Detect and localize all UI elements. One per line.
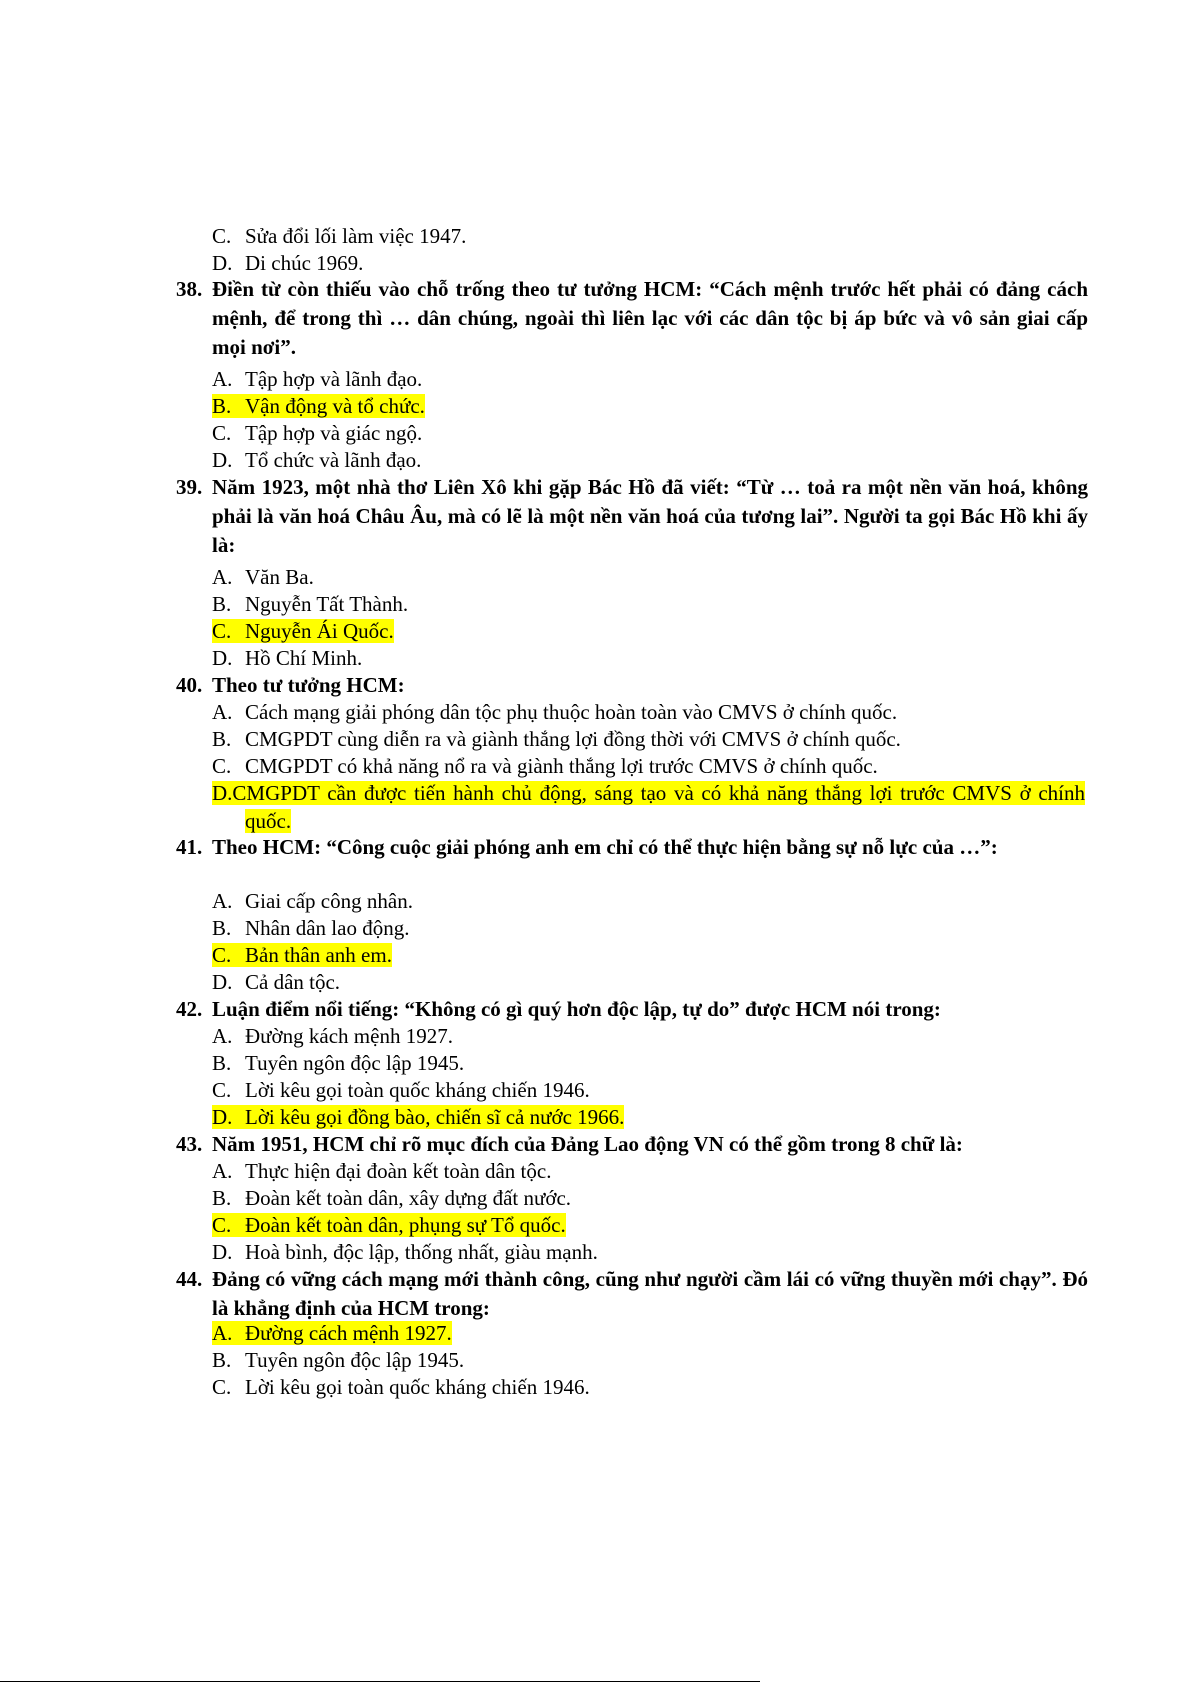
answer-option-b <box>212 725 901 753</box>
option-text: Lời kêu gọi đồng bào, chiến sĩ cả nước 1966. <box>245 1105 625 1129</box>
option-text: Đường cách mệnh 1927. <box>245 1321 452 1345</box>
answer-option-d <box>212 779 1085 835</box>
option-letter: D. <box>212 781 233 805</box>
question-number: 44. <box>176 1267 203 1291</box>
option-text: Cả dân tộc. <box>245 970 341 994</box>
answer-option-a <box>212 1022 453 1050</box>
question-number: 43. <box>176 1132 203 1156</box>
correct-answer-highlight <box>212 1105 624 1129</box>
option-letter: C. <box>212 754 232 778</box>
answer-text-wrapper <box>212 448 421 472</box>
answer-text-wrapper <box>212 889 413 913</box>
answer-text-wrapper <box>212 251 363 275</box>
option-letter: C. <box>212 1213 232 1237</box>
option-text: Tổ chức và lãnh đạo. <box>245 448 422 472</box>
option-text: Nguyễn Tất Thành. <box>245 592 409 616</box>
option-text: CMGPDT có khả năng nổ ra và giành thắng lợi trước CMVS ở chính quốc. <box>245 754 878 778</box>
question-text: Năm 1923, một nhà thơ Liên Xô khi gặp Bác Hồ đã viết: “Từ … toả ra một nền văn hoá, không phải là văn hoá Châu Âu, mà có lẽ là một nền văn hoá của tương lai”. Người ta gọi Bác Hồ khi ấy là: <box>212 475 1088 557</box>
answer-option-c <box>212 419 422 447</box>
option-letter: A. <box>212 889 233 913</box>
option-text: Hoà bình, độc lập, thống nhất, giàu mạnh. <box>245 1240 598 1264</box>
answer-text-wrapper <box>212 1375 590 1399</box>
answer-option-a <box>212 1157 551 1185</box>
question-number: 38. <box>176 277 203 301</box>
option-letter: C. <box>212 619 232 643</box>
option-letter: C. <box>212 421 232 445</box>
answer-option-d <box>212 249 363 277</box>
answer-option-b <box>212 914 409 942</box>
answer-option-c <box>212 1373 590 1401</box>
question-38 <box>176 275 1088 362</box>
answer-text-wrapper <box>212 565 314 589</box>
option-letter: B. <box>212 1186 232 1210</box>
option-text: Thực hiện đại đoàn kết toàn dân tộc. <box>245 1159 552 1183</box>
answer-option-b <box>212 1049 464 1077</box>
answer-option-d <box>212 1238 598 1266</box>
answer-option-c <box>212 752 878 780</box>
option-text: Tuyên ngôn độc lập 1945. <box>245 1348 465 1372</box>
option-letter: B. <box>212 727 232 751</box>
answer-option-b <box>212 590 408 618</box>
answer-option-a <box>212 563 314 591</box>
page-bottom-rule <box>0 1681 760 1682</box>
question-text: Theo tư tưởng HCM: <box>212 673 405 697</box>
option-letter: C. <box>212 224 232 248</box>
correct-answer-highlight <box>212 781 1085 833</box>
correct-answer-highlight <box>212 943 392 967</box>
option-text: Hồ Chí Minh. <box>245 646 363 670</box>
answer-text-wrapper <box>212 727 901 751</box>
option-text: Cách mạng giải phóng dân tộc phụ thuộc hoàn toàn vào CMVS ở chính quốc. <box>245 700 898 724</box>
option-text: Đoàn kết toàn dân, xây dựng đất nước. <box>245 1186 572 1210</box>
option-letter: D. <box>212 970 233 994</box>
option-letter: B. <box>212 592 232 616</box>
option-letter: D. <box>212 448 233 472</box>
answer-option-c <box>212 222 466 250</box>
option-letter: A. <box>212 1159 233 1183</box>
option-text: Lời kêu gọi toàn quốc kháng chiến 1946. <box>245 1375 590 1399</box>
option-text: Vận động và tổ chức. <box>245 394 425 418</box>
answer-text-wrapper <box>212 1186 571 1210</box>
answer-text-wrapper <box>212 1078 590 1102</box>
option-text: Tập hợp và lãnh đạo. <box>245 367 423 391</box>
question-text: Năm 1951, HCM chỉ rõ mục đích của Đảng Lao động VN có thể gồm trong 8 chữ là: <box>212 1132 963 1156</box>
answer-option-d <box>212 968 340 996</box>
answer-option-c <box>212 941 392 969</box>
answer-text-wrapper <box>212 700 897 724</box>
question-number: 41. <box>176 835 203 859</box>
option-letter: A. <box>212 565 233 589</box>
answer-option-b <box>212 392 425 420</box>
option-letter: D. <box>212 251 233 275</box>
question-number: 39. <box>176 475 203 499</box>
question-text: Theo HCM: “Công cuộc giải phóng anh em chỉ có thể thực hiện bằng sự nỗ lực của …”: <box>212 835 998 859</box>
answer-text-wrapper <box>212 1159 551 1183</box>
answer-text-wrapper <box>212 1348 464 1372</box>
option-text: Di chúc 1969. <box>245 251 364 275</box>
question-40 <box>176 671 1088 700</box>
answer-text-wrapper <box>212 421 422 445</box>
option-letter: C. <box>212 1375 232 1399</box>
answer-text-wrapper <box>212 592 408 616</box>
option-letter: B. <box>212 394 232 418</box>
option-letter: A. <box>212 1321 233 1345</box>
option-text: CMGPDT cần được tiến hành chủ động, sáng tạo và có khả năng thắng lợi trước CMVS ở chính quốc. <box>232 781 1085 833</box>
answer-option-d <box>212 446 421 474</box>
option-text: Lời kêu gọi toàn quốc kháng chiến 1946. <box>245 1078 590 1102</box>
answer-option-b <box>212 1184 571 1212</box>
question-41 <box>176 833 1088 862</box>
option-text: Tuyên ngôn độc lập 1945. <box>245 1051 465 1075</box>
answer-option-c <box>212 617 394 645</box>
option-letter: D. <box>212 646 233 670</box>
option-text: Nhân dân lao động. <box>245 916 410 940</box>
answer-text-wrapper <box>212 1024 453 1048</box>
question-44 <box>176 1265 1088 1323</box>
answer-option-c <box>212 1211 566 1239</box>
question-number: 42. <box>176 997 203 1021</box>
question-43 <box>176 1130 1088 1159</box>
correct-answer-highlight <box>212 1321 452 1345</box>
option-text: Đoàn kết toàn dân, phụng sự Tổ quốc. <box>245 1213 566 1237</box>
option-letter: C. <box>212 943 232 967</box>
question-text: Điền từ còn thiếu vào chỗ trống theo tư tưởng HCM: “Cách mệnh trước hết phải có đảng cách mệnh, để trong thì … dân chúng, ngoài thì liên lạc với các dân tộc bị áp bức và vô sản giai cấp mọi nơi”. <box>212 277 1088 359</box>
correct-answer-highlight <box>212 619 394 643</box>
option-letter: B. <box>212 916 232 940</box>
option-letter: D. <box>212 1105 233 1129</box>
answer-text-wrapper <box>212 754 878 778</box>
answer-option-a <box>212 365 422 393</box>
answer-text-wrapper <box>212 1240 598 1264</box>
option-letter: B. <box>212 1348 232 1372</box>
answer-text-wrapper <box>212 970 340 994</box>
option-text: Sửa đổi lối làm việc 1947. <box>245 224 467 248</box>
question-text: Đảng có vững cách mạng mới thành công, cũng như người cầm lái có vững thuyền mới chạy”. Đó là khẳng định của HCM trong: <box>212 1267 1088 1320</box>
answer-option-a <box>212 887 413 915</box>
option-text: Tập hợp và giác ngộ. <box>245 421 423 445</box>
option-text: Giai cấp công nhân. <box>245 889 413 913</box>
option-letter: B. <box>212 1051 232 1075</box>
option-text: Bản thân anh em. <box>245 943 392 967</box>
question-42 <box>176 995 1088 1024</box>
answer-option-a <box>212 698 897 726</box>
answer-text-wrapper <box>212 916 409 940</box>
option-letter: D. <box>212 1240 233 1264</box>
answer-option-b <box>212 1346 464 1374</box>
question-number: 40. <box>176 673 203 697</box>
option-text: Nguyễn Ái Quốc. <box>245 619 394 643</box>
answer-text-wrapper <box>212 367 422 391</box>
option-text: Đường kách mệnh 1927. <box>245 1024 453 1048</box>
answer-text-wrapper <box>212 224 466 248</box>
option-text: Văn Ba. <box>245 565 314 589</box>
option-letter: A. <box>212 367 233 391</box>
answer-option-a <box>212 1319 452 1347</box>
answer-option-d <box>212 644 362 672</box>
answer-text-wrapper <box>212 646 362 670</box>
correct-answer-highlight <box>212 1213 566 1237</box>
correct-answer-highlight <box>212 394 425 418</box>
option-letter: A. <box>212 700 233 724</box>
option-letter: C. <box>212 1078 232 1102</box>
answer-option-d <box>212 1103 624 1131</box>
question-text: Luận điểm nổi tiếng: “Không có gì quý hơn độc lập, tự do” được HCM nói trong: <box>212 997 941 1021</box>
answer-option-c <box>212 1076 590 1104</box>
question-39 <box>176 473 1088 560</box>
answer-text-wrapper <box>212 1051 464 1075</box>
option-letter: A. <box>212 1024 233 1048</box>
option-text: CMGPDT cùng diễn ra và giành thắng lợi đồng thời với CMVS ở chính quốc. <box>245 727 901 751</box>
